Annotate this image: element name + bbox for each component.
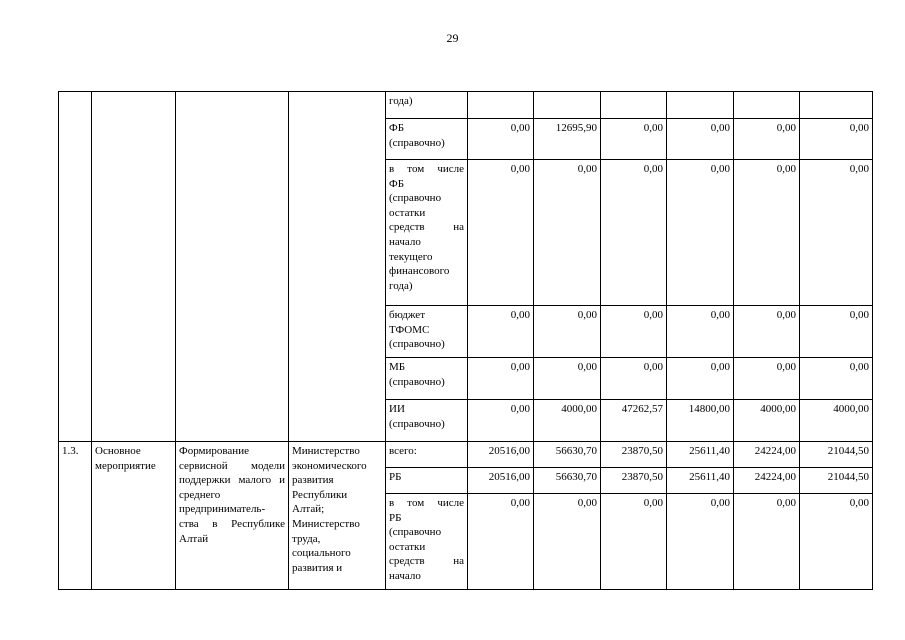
- table-row: [59, 442, 873, 468]
- value-cell: [601, 92, 667, 119]
- value-cell: 0,00: [468, 400, 534, 442]
- value-cell: 0,00: [800, 306, 873, 358]
- item-type-cell: Основное мероприятие: [92, 442, 176, 590]
- budget-table: [58, 91, 873, 590]
- value-cell: 23870,50: [601, 468, 667, 494]
- value-cell: 0,00: [667, 160, 734, 306]
- value-cell: 4000,00: [534, 400, 601, 442]
- source-cell: РБ: [386, 468, 468, 494]
- value-cell: 25611,40: [667, 442, 734, 468]
- item-name-cell: Формирование сервисной модели поддержки малого и среднего предприниматель- ства в Республике Алтай: [176, 442, 289, 590]
- value-cell: 0,00: [601, 306, 667, 358]
- source-cell: ФБ (справочно): [386, 119, 468, 160]
- source-cell: МБ (справочно): [386, 358, 468, 400]
- value-cell: 0,00: [534, 160, 601, 306]
- type-cell: [92, 92, 176, 442]
- value-cell: 56630,70: [534, 468, 601, 494]
- value-cell: 12695,90: [534, 119, 601, 160]
- value-cell: 0,00: [468, 119, 534, 160]
- name-cell: [176, 92, 289, 442]
- value-cell: 20516,00: [468, 468, 534, 494]
- value-cell: 0,00: [468, 358, 534, 400]
- value-cell: 14800,00: [667, 400, 734, 442]
- table-row: [59, 92, 873, 119]
- source-cell: бюджет ТФОМС (справочно): [386, 306, 468, 358]
- value-cell: [800, 92, 873, 119]
- value-cell: 4000,00: [800, 400, 873, 442]
- value-cell: 0,00: [534, 494, 601, 590]
- value-cell: 0,00: [601, 119, 667, 160]
- value-cell: 0,00: [667, 306, 734, 358]
- item-executor-cell: Министерство экономического развития Республики Алтай; Министерство труда, социального развития и: [289, 442, 386, 590]
- value-cell: 0,00: [800, 358, 873, 400]
- value-cell: 0,00: [534, 306, 601, 358]
- value-cell: 0,00: [734, 358, 800, 400]
- value-cell: 21044,50: [800, 468, 873, 494]
- value-cell: [734, 92, 800, 119]
- value-cell: 0,00: [734, 306, 800, 358]
- value-cell: 0,00: [601, 160, 667, 306]
- value-cell: 23870,50: [601, 442, 667, 468]
- value-cell: [534, 92, 601, 119]
- item-number-cell: 1.3.: [59, 442, 92, 590]
- value-cell: 0,00: [601, 358, 667, 400]
- value-cell: 25611,40: [667, 468, 734, 494]
- value-cell: 0,00: [468, 306, 534, 358]
- value-cell: 0,00: [468, 160, 534, 306]
- value-cell: 0,00: [734, 160, 800, 306]
- value-cell: 20516,00: [468, 442, 534, 468]
- source-cell: года): [386, 92, 468, 119]
- executor-cell: [289, 92, 386, 442]
- value-cell: 0,00: [601, 494, 667, 590]
- value-cell: 4000,00: [734, 400, 800, 442]
- value-cell: 56630,70: [534, 442, 601, 468]
- number-cell: [59, 92, 92, 442]
- value-cell: 0,00: [534, 358, 601, 400]
- source-cell: в том числе РБ (справочно остатки средств на начало: [386, 494, 468, 590]
- value-cell: 0,00: [734, 119, 800, 160]
- value-cell: 24224,00: [734, 468, 800, 494]
- page-number: 29: [446, 31, 459, 45]
- value-cell: 0,00: [800, 160, 873, 306]
- value-cell: 0,00: [734, 494, 800, 590]
- value-cell: 0,00: [800, 119, 873, 160]
- value-cell: 0,00: [468, 494, 534, 590]
- value-cell: [667, 92, 734, 119]
- value-cell: 0,00: [667, 358, 734, 400]
- source-cell: ИИ (справочно): [386, 400, 468, 442]
- value-cell: [468, 92, 534, 119]
- value-cell: 0,00: [667, 494, 734, 590]
- value-cell: 21044,50: [800, 442, 873, 468]
- value-cell: 24224,00: [734, 442, 800, 468]
- value-cell: 47262,57: [601, 400, 667, 442]
- source-cell: всего:: [386, 442, 468, 468]
- source-cell: в том числе ФБ (справочно остатки средств на начало текущего финансового года): [386, 160, 468, 306]
- value-cell: 0,00: [667, 119, 734, 160]
- value-cell: 0,00: [800, 494, 873, 590]
